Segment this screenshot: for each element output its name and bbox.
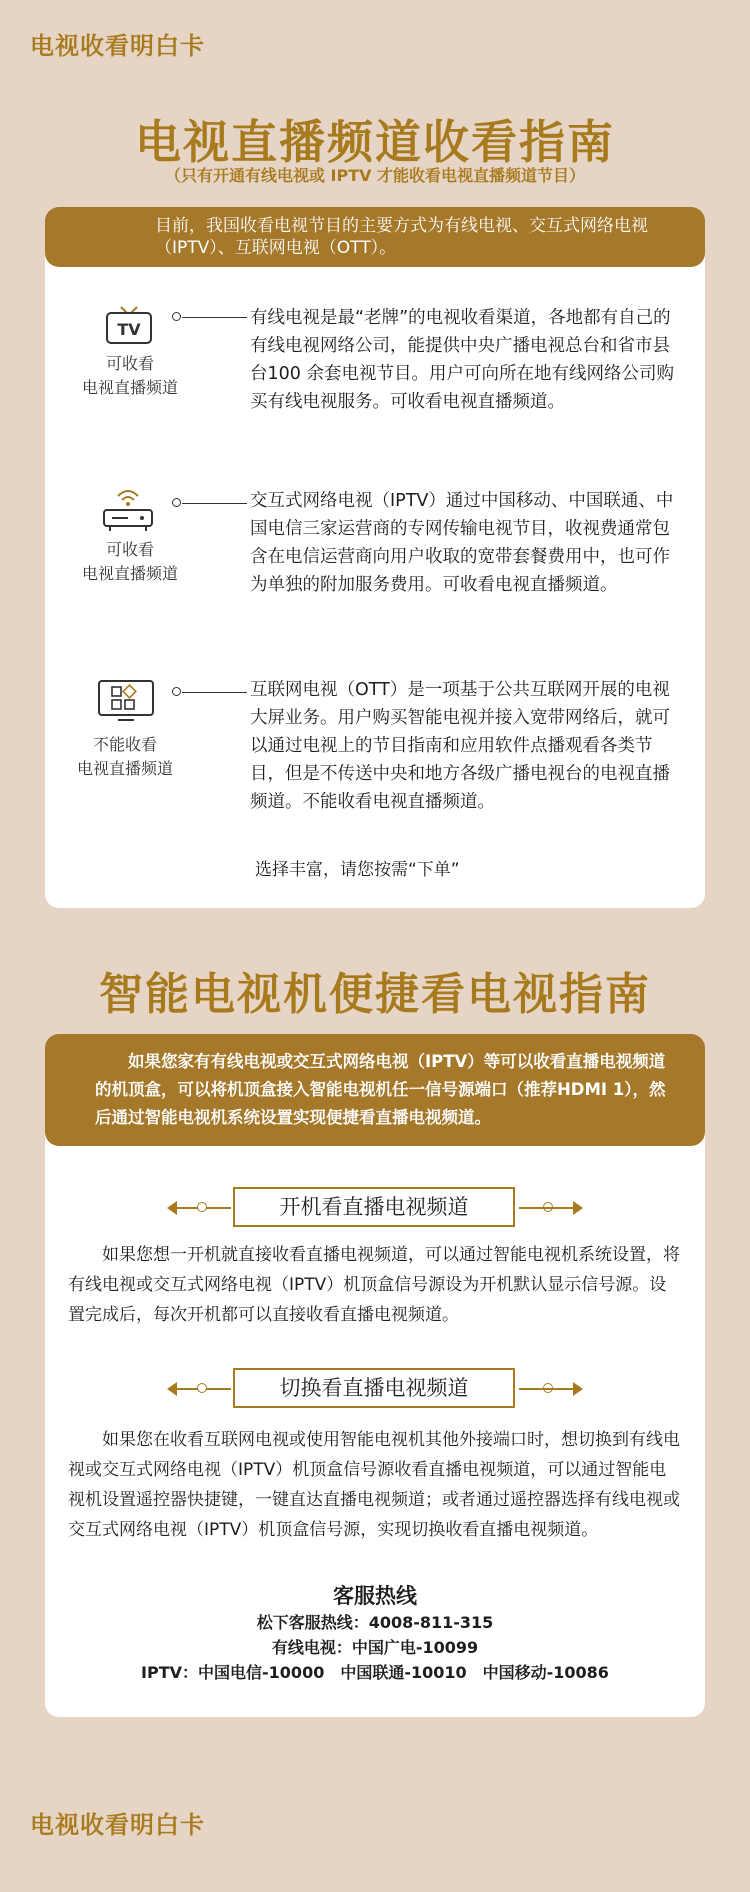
entry-cable-text: 有线电视是最“老牌”的电视收看渠道，各地都有自己的有线电视网络公司，能提供中央广播电视总台和省市县台100 余套电视节目。用户可向所在地有线网络公司购买有线电视服务。可收看电视直播频道。 [250, 308, 674, 412]
entry-cable-label-1: 可收看 [105, 354, 154, 373]
smart-tv-intro-text: 如果您家有有线电视或交互式网络电视（IPTV）等可以收看直播电视频道的机顶盒，可以将机顶盒接入智能电视机任一信号源端口（推荐HDMI 1），然后通过智能电视机系统设置实现便捷看直播电视频道。 [95, 1052, 666, 1127]
hotline-panasonic: 松下客服热线：4008-811-315 [256, 1613, 494, 1632]
tv-icon [103, 305, 155, 345]
entry-iptv-label-1: 可收看 [105, 540, 154, 559]
smart-tv-banner [45, 1034, 705, 1146]
router-icon [100, 482, 152, 522]
ornament-right [519, 1207, 575, 1209]
entry-iptv-label [45, 538, 215, 586]
intro-text: 目前，我国收看电视节目的主要方式为有线电视、交互式网络电视（IPTV）、互联网电视（OTT）。 [155, 216, 648, 258]
entry-cable-connector [182, 317, 247, 318]
sub1-text: 如果您想一开机就直接收看直播电视频道，可以通过智能电视机系统设置，将有线电视或交互式网络电视（IPTV）机顶盒信号源设为开机默认显示信号源。设置完成后，每次开机都可以直接收看直播电视频道。 [68, 1245, 680, 1325]
entry-cable-label-2: 电视直播频道 [81, 378, 178, 397]
entry-cable-label [45, 352, 215, 400]
sub2-text: 如果您在收看互联网电视或使用智能电视机其他外接端口时，想切换到有线电视或交互式网络电视（IPTV）机顶盒信号源收看直播电视频道，可以通过智能电视机设置遥控器快捷键，一键直达直播电视频道；或者通过遥控器选择有线电视或交互式网络电视（IPTV）机顶盒信号源，实现切换收看直播电视频道。 [68, 1430, 680, 1540]
sub1-title: 开机看直播电视频道 [233, 1187, 515, 1227]
sub1-heading [175, 1187, 575, 1229]
entry-ott-text: 互联网电视（OTT）是一项基于公共互联网开展的电视大屏业务。用户购买智能电视并接入宽带网络后，就可以通过电视上的节目指南和应用软件点播观看各类节目，但是不传送中央和地方各级广播电视台的电视直播频道。不能收看电视直播频道。 [250, 680, 670, 812]
hotline-iptv: IPTV：中国电信-10000 中国联通-10010 中国移动-10086 [141, 1663, 609, 1682]
sub2-heading [175, 1368, 575, 1410]
guide-title: 电视直播频道收看指南 [135, 115, 615, 169]
ornament-dot [197, 1202, 207, 1212]
entry-ott-label [40, 733, 210, 781]
sub2-title: 切换看直播电视频道 [233, 1368, 515, 1408]
entry-iptv-text: 交互式网络电视（IPTV）通过中国移动、中国联通、中国电信三家运营商的专网传输电视节目，收视费通常包含在电信运营商向用户收取的宽带套餐费用中，也可作为单独的附加服务费用。可收看电视直播频道。 [250, 491, 674, 595]
entry-ott-connector [182, 692, 247, 693]
brand-title-bottom: 电视收看明白卡 [30, 1811, 205, 1839]
smart-tv-guide-title: 智能电视机便捷看电视指南 [99, 969, 651, 1020]
choice-note: 选择丰富，请您按需“下单” [255, 860, 460, 880]
ornament-right [519, 1388, 575, 1390]
entry-ott-label-2: 电视直播频道 [76, 759, 173, 778]
entry-iptv-connector [182, 503, 247, 504]
entry-iptv-label-2: 电视直播频道 [81, 564, 178, 583]
ornament-dot [197, 1383, 207, 1393]
brand-title-top: 电视收看明白卡 [30, 32, 205, 60]
entry-ott-label-1: 不能收看 [92, 735, 157, 754]
hotline-title: 客服热线 [333, 1584, 417, 1608]
smart-tv-icon [96, 678, 148, 718]
tv-icon-text: TV [117, 320, 141, 339]
guide-subtitle: （只有开通有线电视或 IPTV 才能收看电视直播频道节目） [164, 166, 586, 185]
intro-banner [45, 207, 705, 267]
hotline-cable: 有线电视：中国广电-10099 [271, 1638, 479, 1657]
